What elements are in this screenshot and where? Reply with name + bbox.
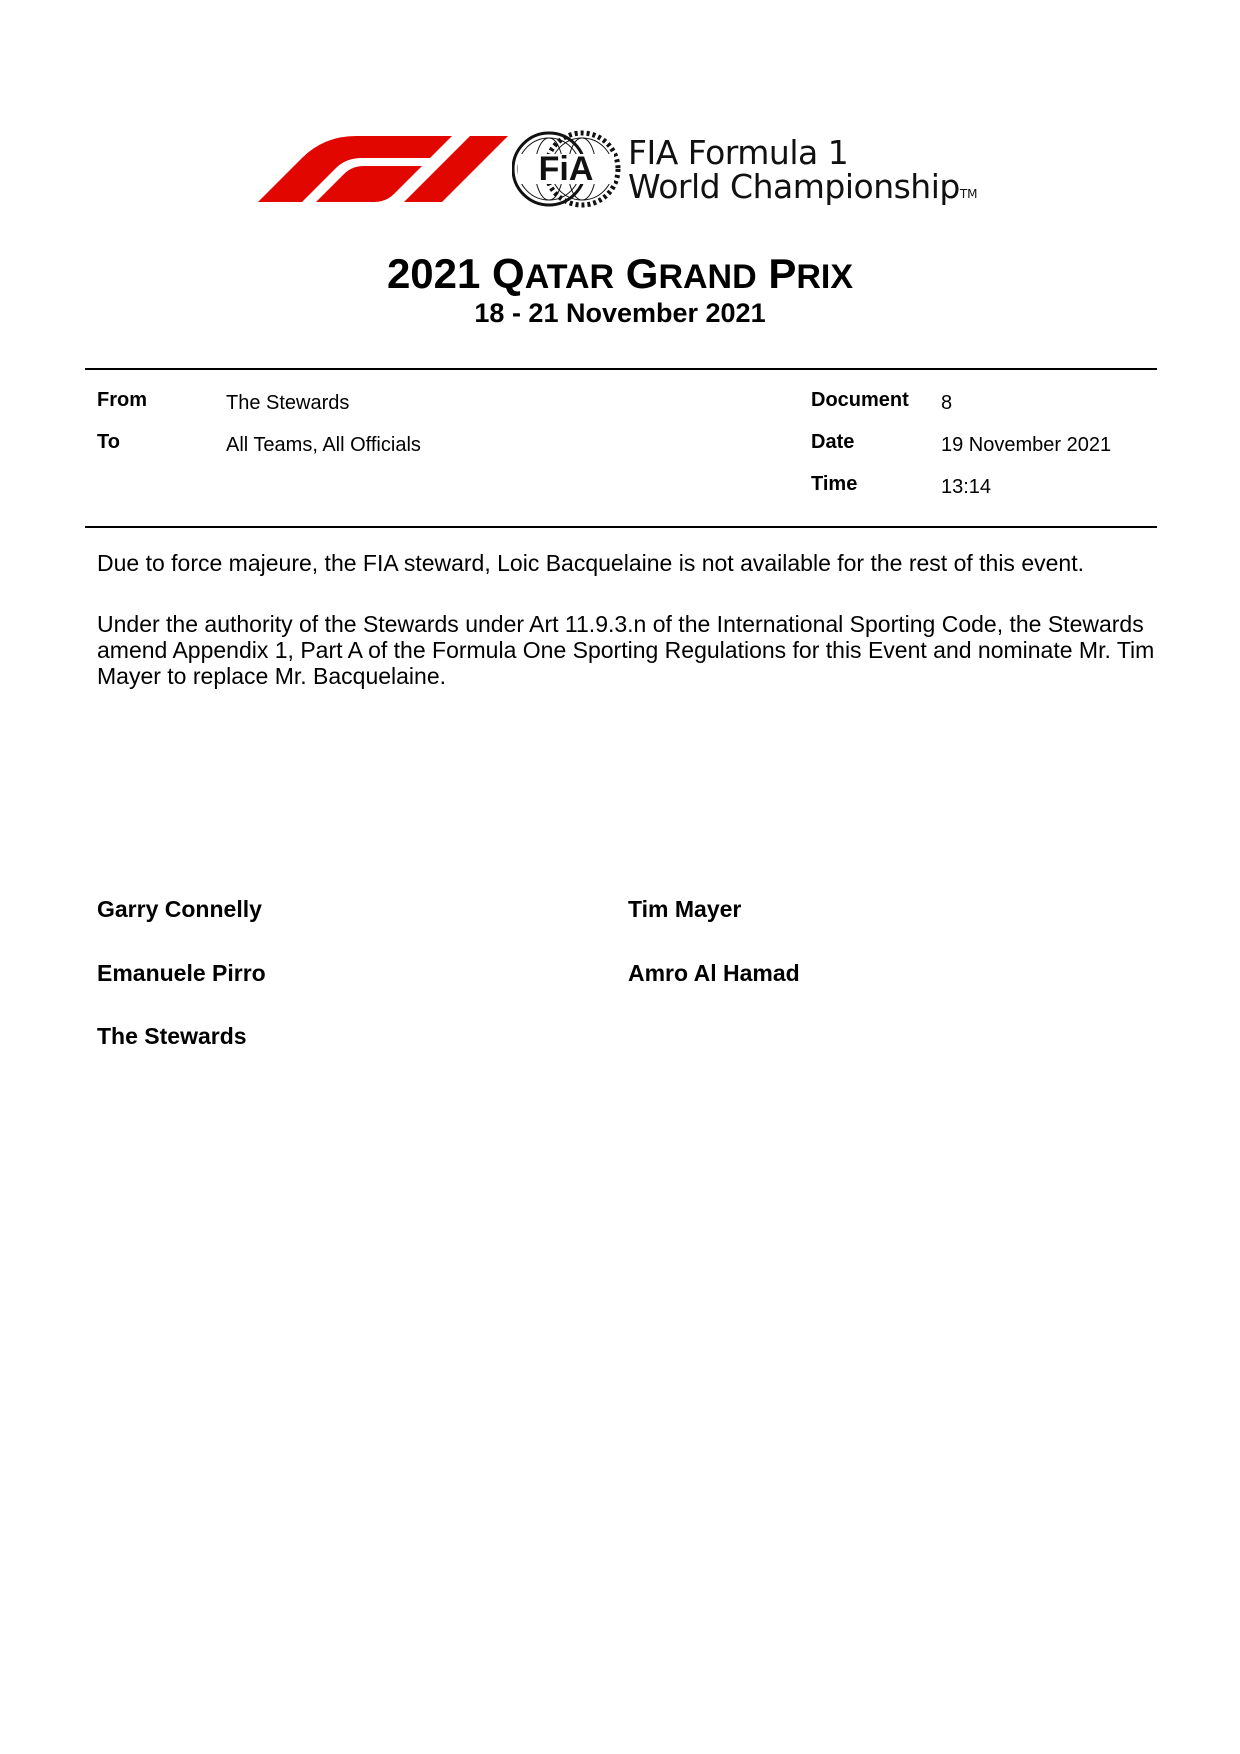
- title-atar: ATAR: [524, 258, 615, 296]
- title-p: P: [768, 250, 797, 297]
- event-year: 2021: [386, 250, 481, 297]
- header-logo: [258, 130, 1018, 208]
- event-dates: 18 - 21 November 2021: [474, 298, 766, 328]
- body-paragraph-1: Due to force majeure, the FIA steward, Loic Bacquelaine is not available for the rest of this event.: [97, 550, 1084, 576]
- from-value: The Stewards: [226, 392, 350, 414]
- wordmark-line-1: FIA Formula 1: [628, 133, 849, 172]
- signature-closing: The Stewards: [97, 1023, 247, 1049]
- steward-name-3: Emanuele Pirro: [97, 960, 266, 986]
- championship-wordmark: [628, 133, 978, 211]
- svg-text:FiA: FiA: [538, 150, 594, 188]
- steward-name-4: Amro Al Hamad: [628, 960, 800, 986]
- title-rand: RAND: [658, 258, 757, 296]
- date-label: Date: [811, 431, 855, 453]
- from-label: From: [97, 389, 147, 411]
- time-label: Time: [811, 473, 858, 495]
- wordmark-line-2: [628, 167, 978, 211]
- f1-logo-icon: [258, 136, 508, 202]
- body-paragraph-2: Under the authority of the Stewards under Art 11.9.3.n of the International Sporting Code, the Stewards amend Appendix 1, Part A of the Formula One Sporting Regulations for this Event and nominate Mr. Tim Mayer to replace Mr. Bacquelaine.: [97, 611, 1155, 689]
- document-value: 8: [941, 392, 953, 414]
- title-rix: RIX: [796, 258, 854, 296]
- document-label: Document: [811, 389, 909, 411]
- header-divider-top: [85, 368, 1157, 370]
- time-value: 13:14: [941, 476, 992, 498]
- wordmark-line-2-text: World Championship: [628, 167, 960, 206]
- steward-name-1: Garry Connelly: [97, 896, 262, 922]
- to-value: All Teams, All Officials: [226, 434, 421, 456]
- event-title: [0, 250, 1240, 301]
- header-divider-bottom: [85, 526, 1157, 528]
- title-g: G: [625, 250, 659, 297]
- trademark-symbol: TM: [959, 187, 978, 201]
- to-label: To: [97, 431, 120, 453]
- title-q: Q: [492, 250, 525, 297]
- fia-globe-icon: [512, 130, 622, 208]
- steward-name-2: Tim Mayer: [628, 896, 742, 922]
- date-value: 19 November 2021: [941, 434, 1112, 456]
